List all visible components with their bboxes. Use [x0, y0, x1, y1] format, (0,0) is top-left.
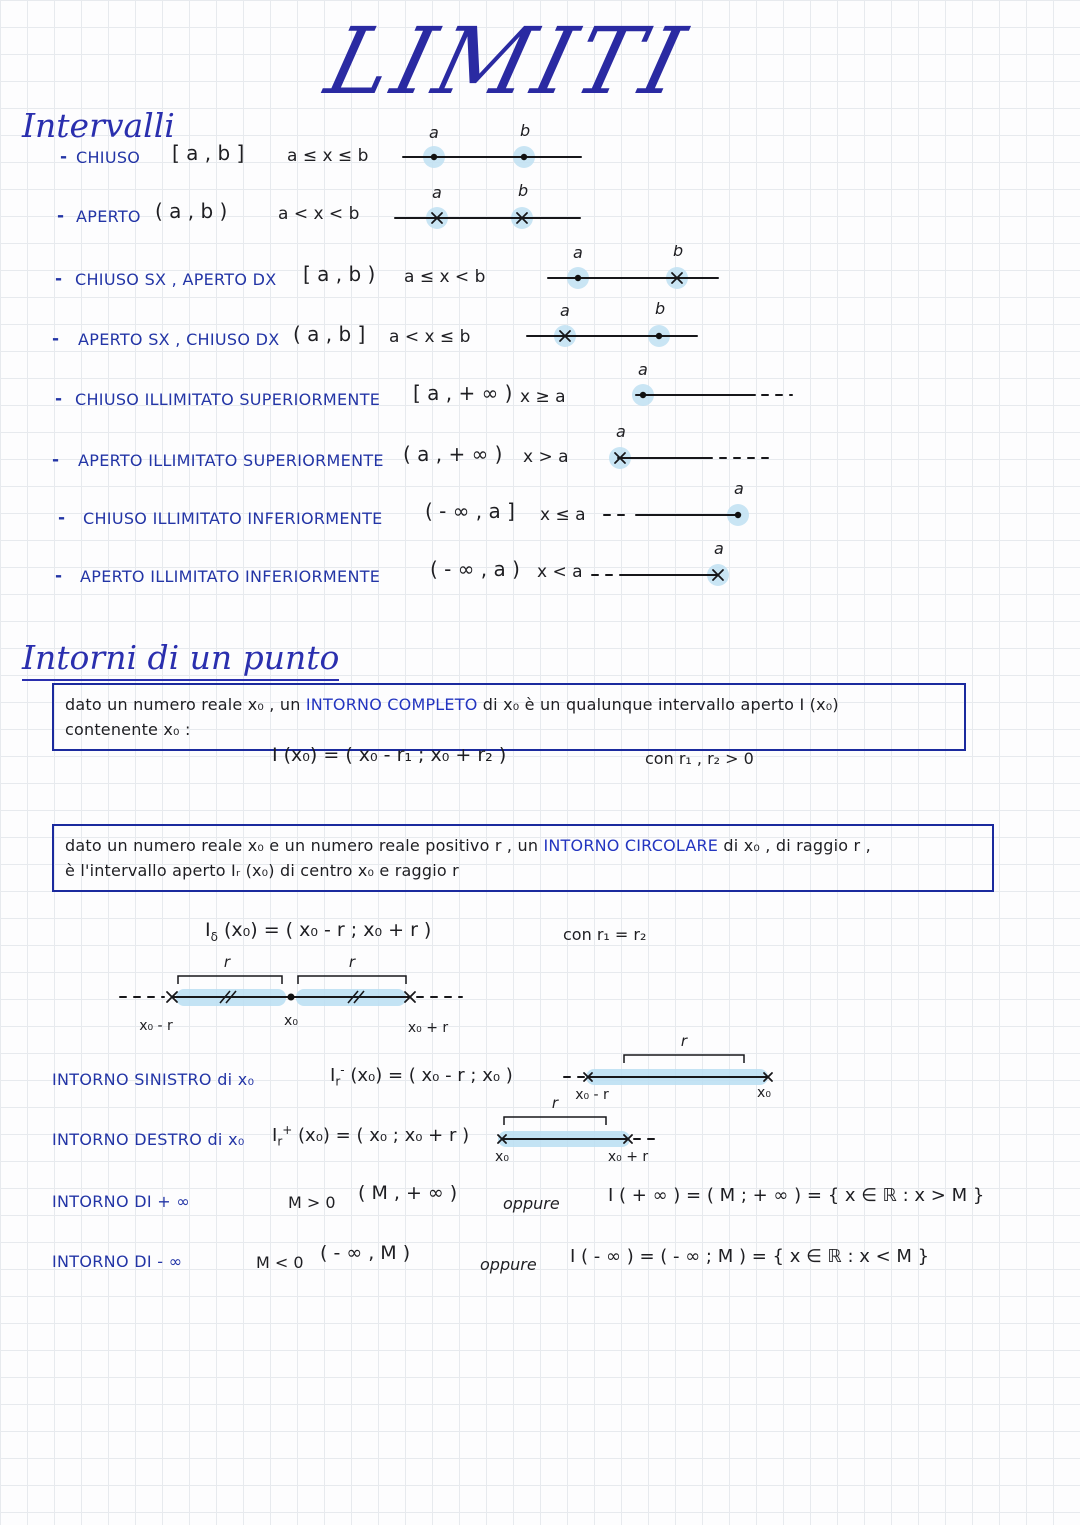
definition-text: di x₀ , di raggio r ,: [718, 836, 871, 855]
interval-notation: ( - ∞ , M ): [320, 1242, 411, 1264]
interval-notation: ( M , + ∞ ): [358, 1182, 458, 1204]
formula-intorno-sinistro: [330, 1063, 513, 1089]
formula-intorno-circolare: [205, 919, 431, 944]
bullet-dash: -: [55, 269, 63, 289]
interval-label-chiuso-sx-aperto-dx: CHIUSO SX , APERTO DX: [75, 270, 277, 289]
closed-point-marker: [431, 154, 437, 160]
interval-notation: ( - ∞ , a ]: [425, 499, 515, 523]
formula-superscript: -: [340, 1063, 345, 1077]
number-line-diagram-unbounded-left-closed: [600, 481, 755, 527]
interval-condition: a < x ≤ b: [389, 327, 471, 347]
definition-line-1: [65, 692, 953, 717]
number-line-diagram-open-unbounded-right: [600, 424, 780, 470]
section-heading-text: Intorni di un punto: [22, 638, 339, 681]
radius-label: r: [680, 1033, 688, 1050]
right-neighborhood-diagram: [488, 1095, 728, 1165]
interval-notation: [ a , + ∞ ): [413, 381, 513, 405]
interval-condition: x ≤ a: [540, 505, 586, 525]
interval-condition: a < x < b: [278, 204, 360, 224]
point-label-a: a: [616, 424, 626, 441]
formula-condition: con r₁ = r₂: [563, 925, 647, 944]
closed-point-marker: [575, 275, 581, 281]
radius-bracket: [504, 1117, 606, 1125]
number-line-diagram-closed-open: [540, 245, 725, 291]
endpoint-label-right: x₀: [757, 1085, 771, 1101]
interval-condition: x ≥ a: [520, 387, 566, 407]
interval-notation: ( a , b ]: [293, 322, 366, 346]
definition-line-1: [65, 833, 981, 858]
point-label-a: a: [638, 362, 648, 379]
interval-label-aperto: APERTO: [76, 207, 141, 226]
condition-m-negative: M < 0: [256, 1253, 304, 1272]
interval-notation: ( a , b ): [155, 199, 228, 223]
point-label-b: b: [655, 302, 666, 318]
interval-condition: a ≤ x ≤ b: [287, 146, 369, 166]
closed-point-marker: [521, 154, 527, 160]
radius-bracket: [624, 1055, 744, 1063]
label-intorno-sinistro: INTORNO SINISTRO di x₀: [52, 1070, 255, 1089]
number-line-diagram-unbounded-left-open: [588, 541, 733, 587]
circular-neighborhood-diagram: [112, 950, 482, 1038]
point-label-a: a: [573, 245, 583, 262]
endpoint-label-left: x₀ - r: [139, 1018, 173, 1034]
formula-rest: (x₀) = ( x₀ - r ; x₀ ): [344, 1065, 513, 1086]
interval-condition: a ≤ x < b: [404, 267, 486, 287]
left-neighborhood-diagram: [562, 1033, 802, 1103]
term-intorno-circolare: INTORNO CIRCOLARE: [543, 836, 719, 855]
formula-superscript: +: [282, 1123, 293, 1137]
closed-point-marker: [735, 512, 741, 518]
bullet-dash: -: [55, 389, 63, 409]
formula-subscript: r: [335, 1074, 341, 1089]
definition-line-2: è l'intervallo aperto Iᵣ (x₀) di centro x₀ e raggio r: [65, 861, 459, 880]
endpoint-label-right: x₀ + r: [407, 1020, 449, 1036]
radius-label-right: r: [348, 953, 356, 971]
center-label: x₀: [284, 1013, 298, 1029]
point-label-a: a: [560, 302, 570, 320]
interval-label-aperto-sx-chiuso-dx: APERTO SX , CHIUSO DX: [78, 330, 280, 349]
number-line-diagram-open-closed: [522, 302, 707, 348]
section-heading-intorni: [22, 638, 339, 677]
formula-base: I: [272, 1125, 278, 1146]
interval-label-chiuso: CHIUSO: [76, 148, 141, 167]
term-intorno-completo: INTORNO COMPLETO: [305, 695, 478, 714]
point-label-b: b: [673, 245, 684, 260]
section-heading-intervalli: Intervalli: [22, 106, 175, 145]
number-line-diagram-closed-unbounded-right: [620, 362, 795, 408]
formula-rest: (x₀) = ( x₀ ; x₀ + r ): [292, 1125, 470, 1146]
formula-intorno-destro: [272, 1123, 469, 1149]
interval-label-aperto-illimitato-inf: APERTO ILLIMITATO INFERIORMENTE: [80, 567, 381, 586]
interval-notation: ( - ∞ , a ): [430, 557, 520, 581]
bullet-dash: -: [57, 206, 65, 226]
formula-intorno-completo: I (x₀) = ( x₀ - r₁ ; x₀ + r₂ ): [272, 744, 507, 766]
formula-rest: (x₀) = ( x₀ - r ; x₀ + r ): [217, 919, 432, 941]
endpoint-label-left: x₀: [495, 1149, 509, 1165]
label-intorno-piu-infinito: INTORNO DI + ∞: [52, 1192, 190, 1211]
radius-label: r: [551, 1095, 559, 1112]
interval-notation: [ a , b ): [303, 262, 376, 286]
formula-base: I: [330, 1065, 336, 1086]
interval-label-chiuso-illimitato-inf: CHIUSO ILLIMITATO INFERIORMENTE: [83, 509, 383, 528]
label-intorno-destro: INTORNO DESTRO di x₀: [52, 1130, 245, 1149]
center-point-marker: [288, 994, 295, 1001]
closed-point-marker: [640, 392, 646, 398]
point-label-a: a: [714, 541, 724, 558]
closed-point-marker: [656, 333, 662, 339]
bullet-dash: -: [60, 147, 68, 167]
interval-condition: x < a: [537, 562, 583, 582]
bullet-dash: -: [58, 508, 66, 528]
radius-bracket-right: [298, 976, 406, 984]
point-label-a: a: [734, 481, 744, 498]
label-intorno-meno-infinito: INTORNO DI - ∞: [52, 1252, 183, 1271]
definition-text: di x₀ è un qualunque intervallo aperto I (x₀): [477, 695, 839, 714]
definition-text: dato un numero reale x₀ , un: [65, 695, 306, 714]
formula-condition: con r₁ , r₂ > 0: [645, 749, 754, 768]
endpoint-label-left: x₀ - r: [575, 1087, 609, 1103]
formula-intorno-piu-infinito: I ( + ∞ ) = ( M ; + ∞ ) = { x ∈ ℝ : x > M }: [608, 1185, 985, 1206]
bullet-dash: -: [52, 329, 60, 349]
page-title: LIMITI: [316, 8, 700, 115]
radius-bracket-left: [178, 976, 282, 984]
formula-subscript: δ: [210, 929, 218, 944]
number-line-diagram-open: [390, 184, 590, 230]
formula-intorno-meno-infinito: I ( - ∞ ) = ( - ∞ ; M ) = { x ∈ ℝ : x < M }: [570, 1246, 930, 1267]
interval-label-aperto-illimitato-sup: APERTO ILLIMITATO SUPERIORMENTE: [78, 451, 384, 470]
bullet-dash: -: [55, 566, 63, 586]
bullet-dash: -: [52, 450, 60, 470]
endpoint-label-right: x₀ + r: [607, 1149, 649, 1165]
interval-notation: [ a , b ]: [172, 141, 245, 165]
point-label-a: a: [429, 124, 439, 142]
radius-label-left: r: [223, 953, 231, 971]
number-line-diagram-closed: [395, 124, 590, 170]
formula-base: I: [205, 919, 211, 941]
interval-notation: ( a , + ∞ ): [403, 442, 503, 466]
interval-label-chiuso-illimitato-sup: CHIUSO ILLIMITATO SUPERIORMENTE: [75, 390, 381, 409]
point-label-b: b: [520, 124, 531, 140]
condition-m-positive: M > 0: [288, 1193, 336, 1212]
definition-box-intorno-circolare: [52, 824, 994, 892]
definition-box-intorno-completo: [52, 683, 966, 751]
formula-subscript: r: [277, 1134, 283, 1149]
oppure-text: oppure: [480, 1255, 537, 1274]
definition-line-2: contenente x₀ :: [65, 720, 191, 739]
point-label-b: b: [518, 184, 529, 200]
oppure-text: oppure: [503, 1194, 560, 1213]
interval-condition: x > a: [523, 447, 569, 467]
definition-text: dato un numero reale x₀ e un numero reale positivo r , un: [65, 836, 544, 855]
point-label-a: a: [432, 184, 442, 202]
